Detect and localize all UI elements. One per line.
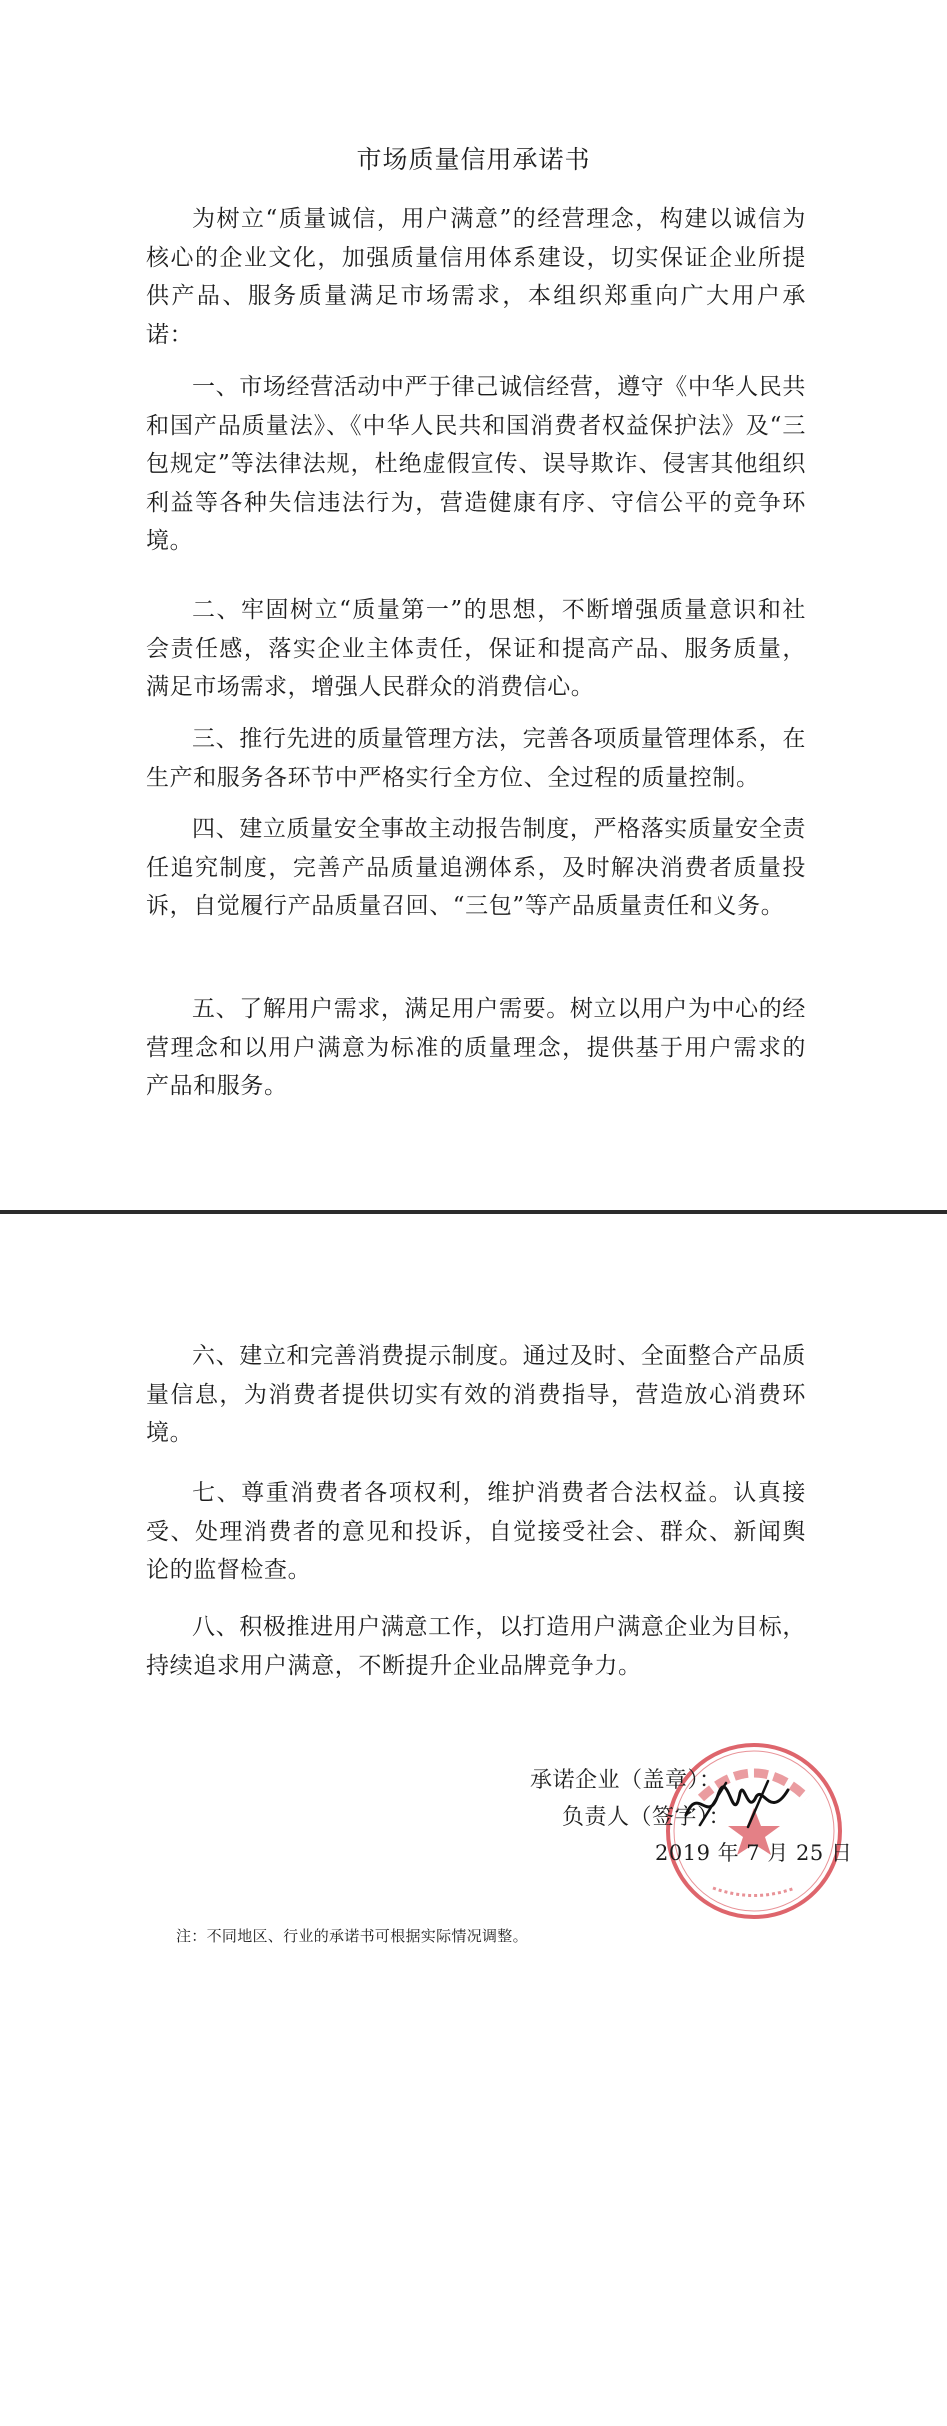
enterprise-seal-label: 承诺企业（盖章）： <box>530 1768 722 1793</box>
clause-4: 四、建立质量安全事故主动报告制度，严格落实质量安全责任追究制度，完善产品质量追溯体系，及时解决消费者质量投诉，自觉履行产品质量召回、“三包”等产品质量责任和义务。 <box>146 816 806 919</box>
clause-7: 七、尊重消费者各项权利，维护消费者合法权益。认真接受、处理消费者的意见和投诉，自觉接受社会、群众、新闻舆论的监督检查。 <box>146 1480 806 1583</box>
clause-3: 三、推行先进的质量管理方法，完善各项质量管理体系，在生产和服务各环节中严格实行全方位、全过程的质量控制。 <box>146 726 806 791</box>
document-title: 市场质量信用承诺书 <box>356 145 591 174</box>
intro-paragraph: 为树立“质量诚信，用户满意”的经营理念，构建以诚信为核心的企业文化，加强质量信用体系建设，切实保证企业所提供产品、服务质量满足市场需求，本组织郑重向广大用户承诺： <box>146 206 806 348</box>
clause-8: 八、积极推进用户满意工作，以打造用户满意企业为目标，持续追求用户满意，不断提升企业品牌竞争力。 <box>146 1614 806 1679</box>
page-1 <box>0 0 947 1210</box>
clause-1: 一、市场经营活动中严于律己诚信经营，遵守《中华人民共和国产品质量法》、《中华人民共和国消费者权益保护法》及“三包规定”等法律法规，杜绝虚假宣传、误导欺诈、侵害其他组织利益等各种失信违法行为，营造健康有序、守信公平的竞争环境。 <box>146 374 806 554</box>
handwritten-signature-icon <box>678 1775 796 1835</box>
clause-6: 六、建立和完善消费提示制度。通过及时、全面整合产品质量信息，为消费者提供切实有效的消费指导，营造放心消费环境。 <box>146 1343 806 1446</box>
sign-date: 2019 年 7 月 25 日 <box>655 1841 853 1865</box>
clause-5: 五、了解用户需求，满足用户需要。树立以用户为中心的经营理念和以用户满意为标准的质量理念，提供基于用户需求的产品和服务。 <box>146 996 806 1099</box>
responsible-person-label: 负责人（签字）： <box>562 1805 732 1830</box>
clause-2: 二、牢固树立“质量第一”的思想，不断增强质量意识和社会责任感，落实企业主体责任，保证和提高产品、服务质量，满足市场需求，增强人民群众的消费信心。 <box>146 597 806 700</box>
footnote: 注：不同地区、行业的承诺书可根据实际情况调整。 <box>176 1927 528 1945</box>
